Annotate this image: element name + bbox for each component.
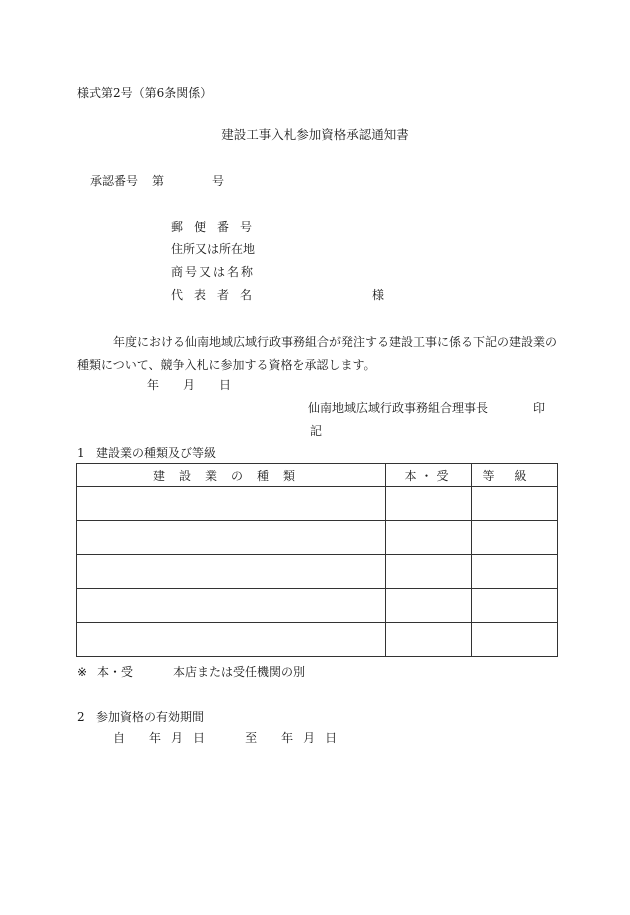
- period-day-2: 日: [325, 731, 338, 745]
- table-row: [77, 589, 558, 623]
- body-paragraph: [77, 331, 562, 377]
- table-cell: [472, 623, 558, 657]
- chairman-title: 仙南地域広域行政事務組合理事長: [308, 401, 489, 415]
- table-row: [77, 521, 558, 555]
- section-1-title: 建設業の種類及び等級: [96, 446, 217, 460]
- date-line: [147, 378, 231, 392]
- table-cell: [472, 589, 558, 623]
- document-title: 建設工事入札参加資格承認通知書: [221, 127, 409, 142]
- date-day: 日: [219, 378, 232, 392]
- table-note: [77, 665, 305, 679]
- table-cell: [386, 555, 472, 589]
- table-cell: [386, 623, 472, 657]
- representative-label: 代表者名: [171, 288, 264, 302]
- approval-dai: 第: [152, 174, 165, 188]
- table-cell: [77, 623, 386, 657]
- table-cell: [472, 487, 558, 521]
- period-year-2: 年: [281, 731, 294, 745]
- header-hon-ju: 本・受: [386, 464, 472, 487]
- table-cell: [386, 521, 472, 555]
- sama-honorific: 様: [372, 288, 385, 302]
- section-1-number: 1: [77, 446, 85, 460]
- table-cell: [77, 487, 386, 521]
- table-cell: [77, 589, 386, 623]
- period-month-2: 月: [303, 731, 316, 745]
- period-day-1: 日: [193, 731, 206, 745]
- company-name-label: 商号又は名称: [171, 265, 256, 279]
- body-line-2: 種類について、競争入札に参加する資格を承認します。: [77, 358, 376, 372]
- table-row: [77, 623, 558, 657]
- date-month: 月: [183, 378, 196, 392]
- date-year: 年: [147, 378, 160, 392]
- period-to: 至: [245, 731, 258, 745]
- table-cell: [386, 487, 472, 521]
- address-label: 住所又は所在地: [171, 242, 256, 256]
- ki-heading: 記: [310, 424, 323, 438]
- validity-period: [113, 731, 337, 745]
- section-2-title: 参加資格の有効期間: [96, 710, 205, 724]
- body-line-1: 年度における仙南地域広域行政事務組合が発注する建設工事に係る下記の建設業の: [113, 335, 558, 349]
- table-row: [77, 555, 558, 589]
- section-2-heading: [77, 710, 204, 724]
- section-2-number: 2: [77, 710, 85, 724]
- table-cell: [77, 521, 386, 555]
- construction-type-table: [76, 463, 558, 657]
- period-from: 自: [113, 731, 126, 745]
- form-number: 様式第2号（第6条関係）: [77, 86, 213, 100]
- section-1-heading: [77, 446, 216, 460]
- header-grade: 等級: [472, 464, 558, 487]
- note-mark: ※: [77, 665, 88, 679]
- note-text: 本店または受任機関の別: [173, 665, 306, 679]
- seal-mark: 印: [533, 401, 546, 415]
- header-construction-type: 建設業の種類: [77, 464, 386, 487]
- table-row: [77, 487, 558, 521]
- approval-number-label: 承認番号: [90, 174, 139, 188]
- approval-number-row: [90, 174, 224, 188]
- note-label: 本・受: [97, 665, 134, 679]
- table-cell: [77, 555, 386, 589]
- period-year-1: 年: [149, 731, 162, 745]
- period-month-1: 月: [171, 731, 184, 745]
- table-cell: [472, 521, 558, 555]
- postal-code-label: 郵便番号: [171, 220, 264, 234]
- table-header-row: [77, 464, 558, 487]
- table-cell: [472, 555, 558, 589]
- table-cell: [386, 589, 472, 623]
- approval-go: 号: [212, 174, 225, 188]
